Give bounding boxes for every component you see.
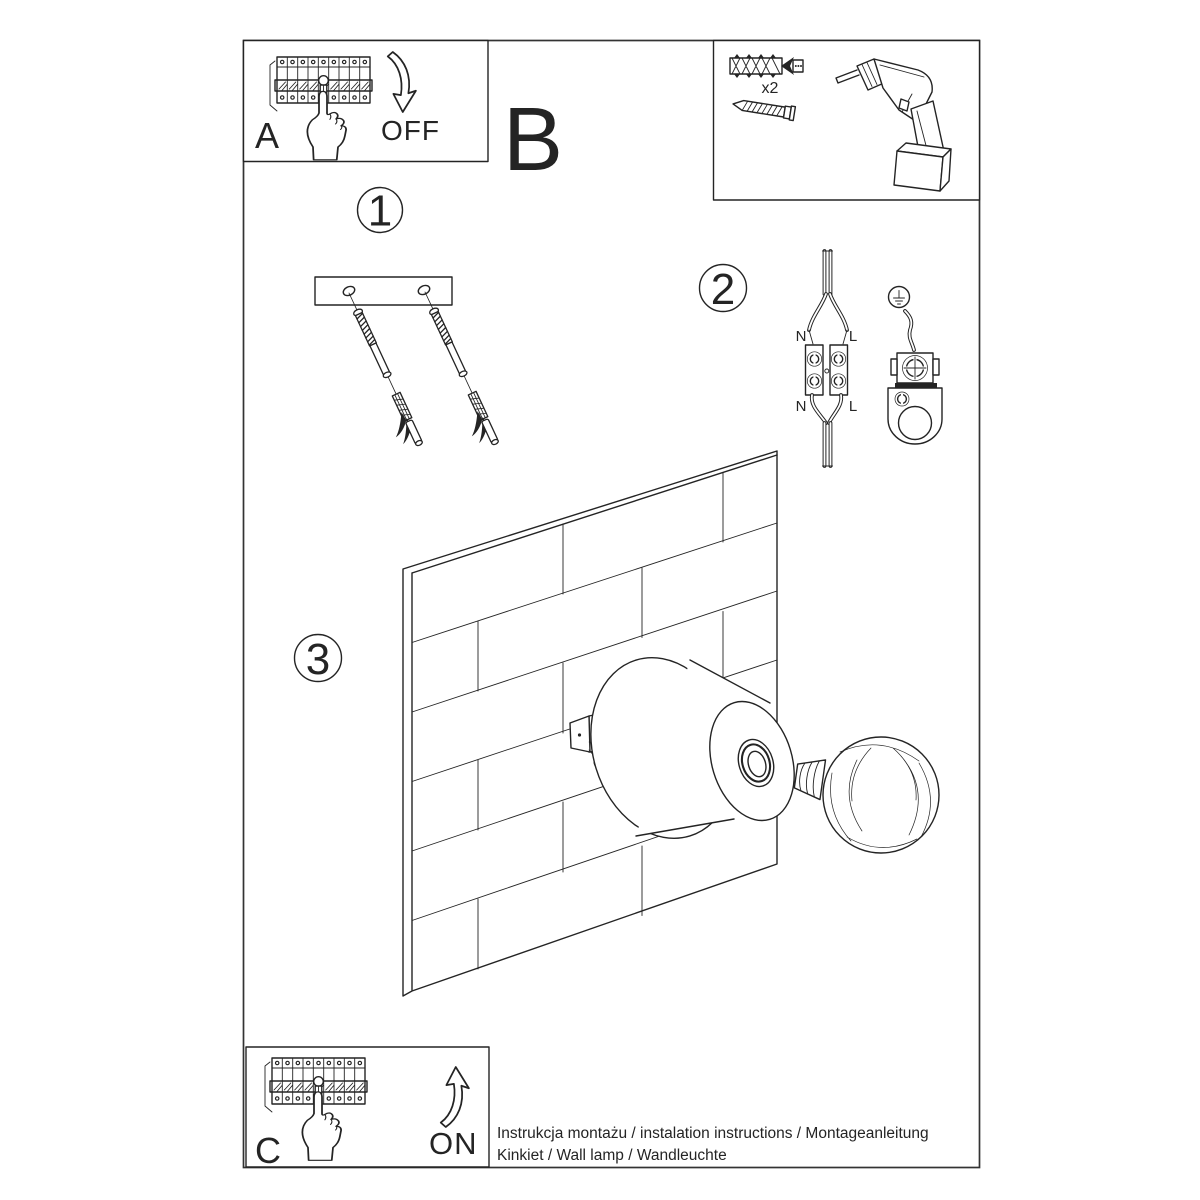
ground-connection-icon bbox=[888, 287, 942, 445]
wire-n-top-label: N bbox=[795, 328, 807, 345]
step-2 bbox=[700, 251, 943, 466]
section-b-label: B bbox=[503, 90, 564, 190]
panel-a-label: A bbox=[255, 115, 280, 156]
mounting-plate-icon bbox=[315, 277, 452, 305]
terminal-block-wiring-icon bbox=[796, 251, 858, 466]
screw-anchor-left-icon bbox=[332, 291, 424, 453]
screw-anchor-right-icon bbox=[408, 290, 500, 452]
wire-n-bottom-label: N bbox=[795, 398, 807, 415]
footer bbox=[497, 1125, 929, 1164]
toolbox bbox=[714, 41, 980, 201]
panel-c-label: C bbox=[255, 1130, 281, 1171]
step-3-number: 3 bbox=[305, 635, 331, 684]
panel-a-power-off bbox=[244, 41, 489, 162]
wire-l-bottom-label: L bbox=[848, 398, 858, 415]
off-label: OFF bbox=[381, 115, 440, 146]
light-bulb-icon bbox=[793, 737, 939, 853]
step-3 bbox=[295, 451, 940, 996]
footer-line2: Kinkiet / Wall lamp / Wandleuchte bbox=[497, 1147, 727, 1164]
anchor-quantity-label: x2 bbox=[761, 80, 779, 97]
step-1 bbox=[315, 187, 500, 453]
wire-l-top-label: L bbox=[848, 328, 858, 345]
step-2-number: 2 bbox=[710, 265, 736, 314]
on-label: ON bbox=[429, 1126, 478, 1161]
panel-c-power-on bbox=[246, 1047, 489, 1171]
footer-line1: Instrukcja montażu / instalation instructions / Montageanleitung bbox=[497, 1125, 929, 1142]
step-1-number: 1 bbox=[367, 186, 393, 236]
